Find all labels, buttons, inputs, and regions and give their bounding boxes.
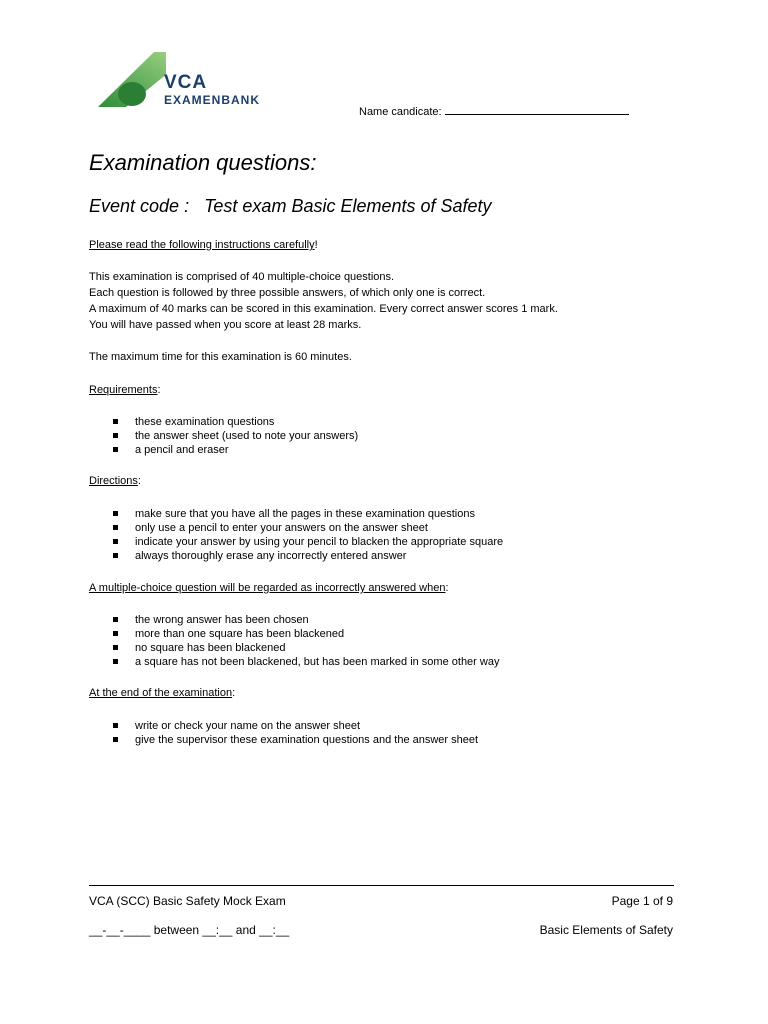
list-item: give the supervisor these examination questions and the answer sheet: [111, 733, 478, 747]
end-heading: At the end of the examination:: [89, 687, 236, 699]
list-item: only use a pencil to enter your answers on the answer sheet: [111, 521, 503, 535]
logo-text-examenbank: EXAMENBANK: [164, 93, 261, 107]
max-time: The maximum time for this examination is 60 minutes.: [89, 351, 352, 363]
list-item: indicate your answer by using your pencil to blacken the appropriate square: [111, 535, 503, 549]
list-item: more than one square has been blackened: [111, 627, 499, 641]
name-candidate-field: [359, 104, 629, 118]
list-item: a square has not been blackened, but has been marked in some other way: [111, 655, 499, 669]
footer-date-time: __-__-____ between __:__ and __:__: [89, 923, 290, 937]
logo-text-vca: VCA: [164, 72, 208, 93]
list-item: the wrong answer has been chosen: [111, 613, 499, 627]
vca-logo: [96, 50, 266, 112]
directions-heading-text: Directions: [89, 475, 138, 487]
intro-paragraph: [89, 269, 558, 333]
page-title: Examination questions:: [89, 150, 317, 175]
end-heading-text: At the end of the examination: [89, 687, 233, 699]
list-item: make sure that you have all the pages in these examination questions: [111, 507, 503, 521]
list-item: a pencil and eraser: [111, 443, 358, 457]
list-item: write or check your name on the answer sheet: [111, 719, 478, 733]
footer-divider: [89, 885, 674, 886]
list-item: the answer sheet (used to note your answers): [111, 429, 358, 443]
instructions-heading-text: Please read the following instructions carefully: [89, 239, 315, 251]
incorrect-heading: A multiple-choice question will be regarded as incorrectly answered when:: [89, 582, 449, 594]
end-list: [111, 719, 478, 747]
requirements-list: [111, 415, 358, 457]
intro-line: This examination is comprised of 40 multiple-choice questions.: [89, 271, 395, 283]
name-candidate-label: Name candicate:: [359, 106, 442, 118]
footer-page-number: Page 1 of 9: [611, 894, 673, 908]
name-candidate-blank: [445, 104, 629, 115]
list-item: no square has been blackened: [111, 641, 499, 655]
requirements-heading: Requirements:: [89, 384, 161, 396]
directions-list: [111, 507, 503, 563]
event-code: Event code : Test exam Basic Elements of Safety: [89, 196, 492, 216]
requirements-heading-text: Requirements: [89, 384, 158, 396]
intro-line: Each question is followed by three possible answers, of which only one is correct.: [89, 287, 486, 299]
list-item: these examination questions: [111, 415, 358, 429]
directions-heading: Directions:: [89, 475, 141, 487]
instructions-heading-suffix: !: [314, 239, 318, 251]
incorrect-list: [111, 613, 499, 669]
intro-line: A maximum of 40 marks can be scored in this examination. Every correct answer scores 1 mark.: [89, 303, 558, 315]
footer-exam-name: VCA (SCC) Basic Safety Mock Exam: [89, 894, 286, 908]
intro-line: You will have passed when you score at least 28 marks.: [89, 319, 362, 331]
incorrect-heading-text: A multiple-choice question will be regarded as incorrectly answered when: [89, 582, 446, 594]
instructions-heading: [89, 237, 318, 253]
footer-subject: Basic Elements of Safety: [539, 923, 673, 937]
list-item: always thoroughly erase any incorrectly entered answer: [111, 549, 503, 563]
vca-swoosh-icon: [96, 50, 166, 112]
